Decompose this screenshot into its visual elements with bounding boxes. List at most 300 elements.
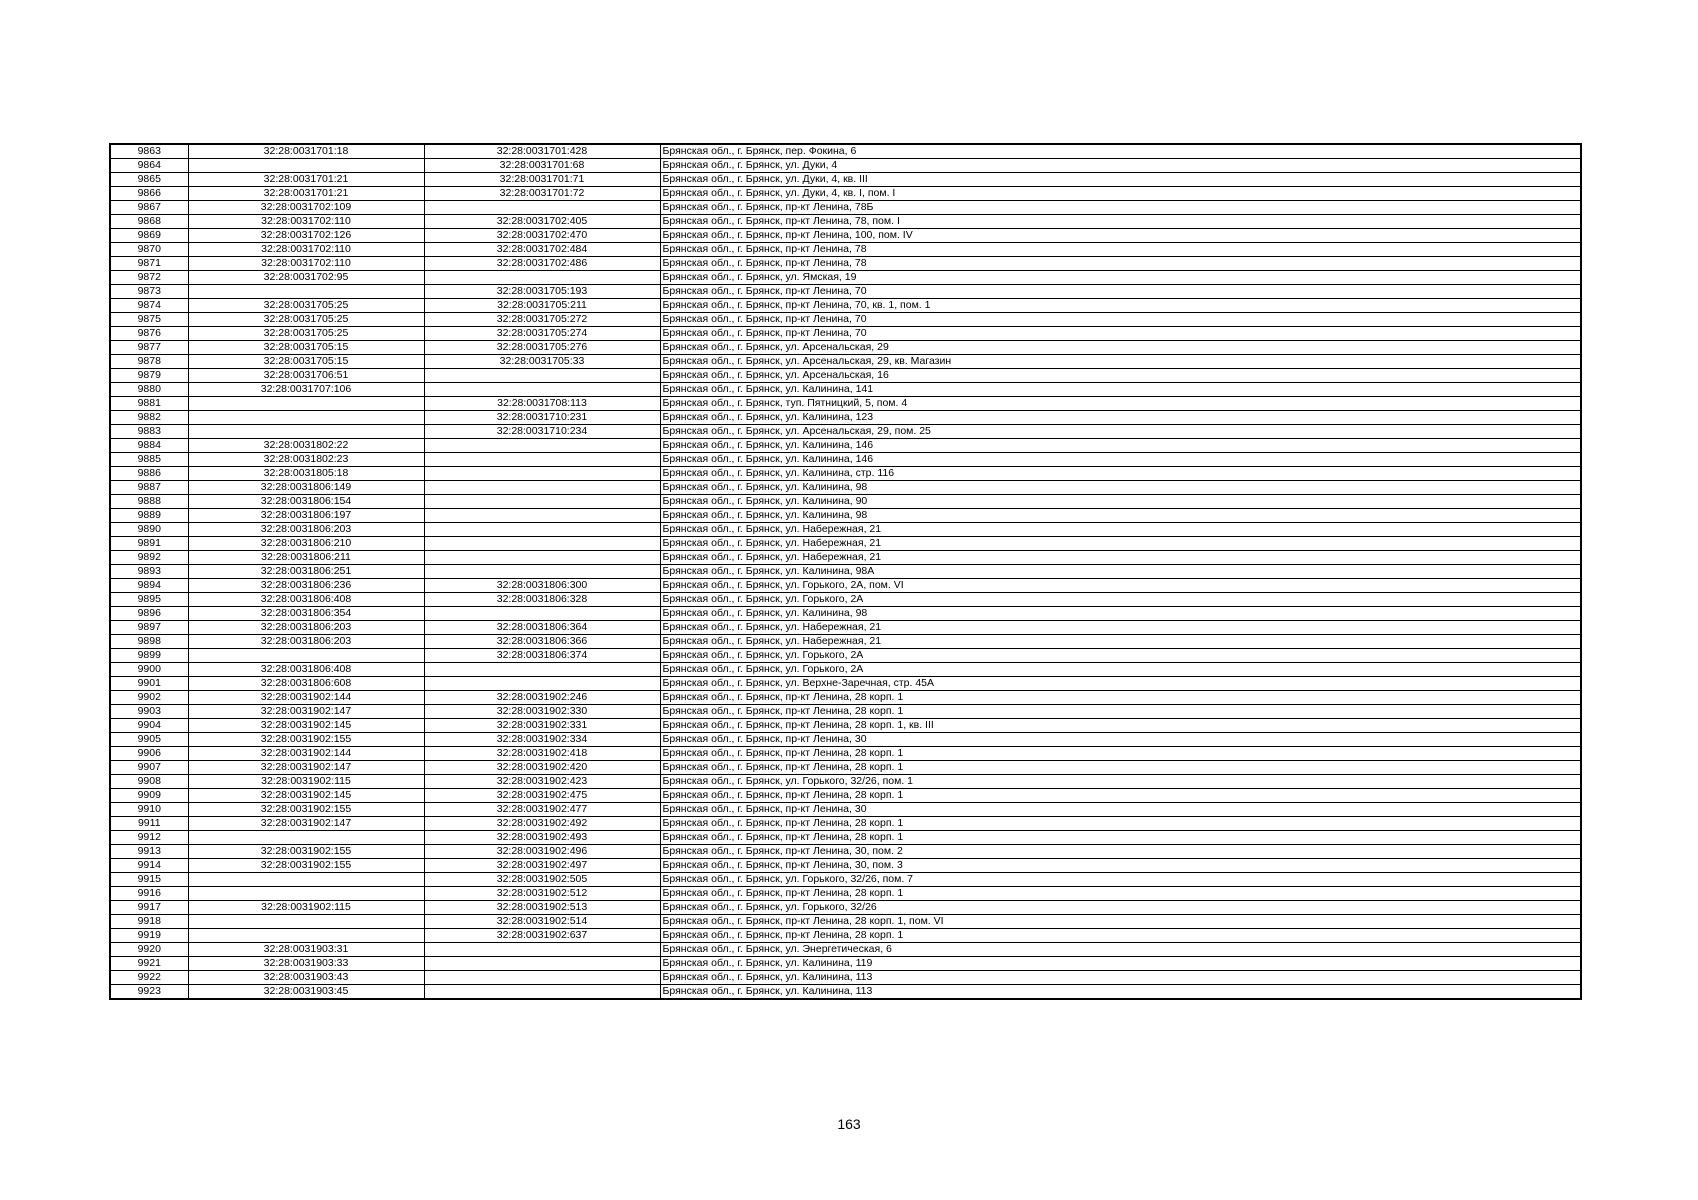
building-number-cell: 32:28:0031902:331 [424, 719, 660, 733]
building-number-cell: 32:28:0031902:330 [424, 705, 660, 719]
address-cell: Брянская обл., г. Брянск, пр-кт Ленина, 28 корп. 1 [660, 887, 1581, 901]
parcel-number-cell [188, 831, 424, 845]
parcel-number-cell: 32:28:0031902:155 [188, 803, 424, 817]
table-row [110, 845, 1581, 859]
address-cell: Брянская обл., г. Брянск, пр-кт Ленина, 28 корп. 1 [660, 831, 1581, 845]
building-number-cell: 32:28:0031806:364 [424, 621, 660, 635]
page-number: 163 [837, 1116, 861, 1132]
address-cell: Брянская обл., г. Брянск, ул. Калинина, 119 [660, 957, 1581, 971]
building-number-cell: 32:28:0031902:496 [424, 845, 660, 859]
table-row [110, 229, 1581, 243]
table-row [110, 607, 1581, 621]
table-row [110, 593, 1581, 607]
building-number-cell: 32:28:0031902:423 [424, 775, 660, 789]
parcel-number-cell: 32:28:0031702:126 [188, 229, 424, 243]
table-row [110, 677, 1581, 691]
row-number-cell: 9916 [110, 887, 188, 901]
table-row [110, 439, 1581, 453]
parcel-number-cell: 32:28:0031902:115 [188, 901, 424, 915]
building-number-cell: 32:28:0031702:484 [424, 243, 660, 257]
address-cell: Брянская обл., г. Брянск, пр-кт Ленина, 70, кв. 1, пом. 1 [660, 299, 1581, 313]
address-cell: Брянская обл., г. Брянск, пр-кт Ленина, 70 [660, 313, 1581, 327]
building-number-cell: 32:28:0031902:512 [424, 887, 660, 901]
parcel-number-cell: 32:28:0031902:147 [188, 705, 424, 719]
parcel-number-cell: 32:28:0031701:18 [188, 144, 424, 159]
table-row [110, 873, 1581, 887]
building-number-cell [424, 453, 660, 467]
row-number-cell: 9880 [110, 383, 188, 397]
building-number-cell [424, 663, 660, 677]
address-cell: Брянская обл., г. Брянск, ул. Калинина, 90 [660, 495, 1581, 509]
table-row [110, 803, 1581, 817]
parcel-number-cell [188, 425, 424, 439]
address-cell: Брянская обл., г. Брянск, ул. Набережная, 21 [660, 635, 1581, 649]
row-number-cell: 9902 [110, 691, 188, 705]
row-number-cell: 9910 [110, 803, 188, 817]
table-row [110, 144, 1581, 159]
row-number-cell: 9898 [110, 635, 188, 649]
building-number-cell [424, 957, 660, 971]
parcel-number-cell [188, 887, 424, 901]
parcel-number-cell: 32:28:0031806:251 [188, 565, 424, 579]
parcel-number-cell: 32:28:0031902:155 [188, 859, 424, 873]
parcel-number-cell: 32:28:0031902:155 [188, 733, 424, 747]
address-cell: Брянская обл., г. Брянск, ул. Горького, 32/26, пом. 1 [660, 775, 1581, 789]
table-row [110, 789, 1581, 803]
parcel-number-cell [188, 929, 424, 943]
table-row [110, 327, 1581, 341]
row-number-cell: 9899 [110, 649, 188, 663]
table-row [110, 621, 1581, 635]
row-number-cell: 9897 [110, 621, 188, 635]
table-row [110, 551, 1581, 565]
address-cell: Брянская обл., г. Брянск, ул. Калинина, 98 [660, 481, 1581, 495]
row-number-cell: 9911 [110, 817, 188, 831]
building-number-cell [424, 565, 660, 579]
address-cell: Брянская обл., г. Брянск, пр-кт Ленина, 78, пом. I [660, 215, 1581, 229]
address-cell: Брянская обл., г. Брянск, ул. Набережная, 21 [660, 523, 1581, 537]
building-number-cell: 32:28:0031708:113 [424, 397, 660, 411]
parcel-number-cell: 32:28:0031806:608 [188, 677, 424, 691]
parcel-number-cell: 32:28:0031702:95 [188, 271, 424, 285]
table-row [110, 509, 1581, 523]
parcel-number-cell: 32:28:0031705:25 [188, 299, 424, 313]
parcel-number-cell [188, 649, 424, 663]
building-number-cell [424, 607, 660, 621]
address-cell: Брянская обл., г. Брянск, ул. Энергетическая, 6 [660, 943, 1581, 957]
building-number-cell: 32:28:0031902:513 [424, 901, 660, 915]
table-row [110, 453, 1581, 467]
parcel-number-cell: 32:28:0031705:15 [188, 355, 424, 369]
building-number-cell: 32:28:0031702:405 [424, 215, 660, 229]
table-row [110, 215, 1581, 229]
row-number-cell: 9870 [110, 243, 188, 257]
address-cell: Брянская обл., г. Брянск, ул. Калинина, 98А [660, 565, 1581, 579]
row-number-cell: 9882 [110, 411, 188, 425]
row-number-cell: 9905 [110, 733, 188, 747]
parcel-number-cell: 32:28:0031902:145 [188, 719, 424, 733]
address-cell: Брянская обл., г. Брянск, пр-кт Ленина, 30 [660, 733, 1581, 747]
building-number-cell [424, 467, 660, 481]
parcel-number-cell: 32:28:0031903:31 [188, 943, 424, 957]
row-number-cell: 9903 [110, 705, 188, 719]
row-number-cell: 9919 [110, 929, 188, 943]
table-row [110, 957, 1581, 971]
row-number-cell: 9874 [110, 299, 188, 313]
address-cell: Брянская обл., г. Брянск, ул. Горького, 2А [660, 649, 1581, 663]
parcel-number-cell [188, 159, 424, 173]
address-cell: Брянская обл., г. Брянск, ул. Калинина, 146 [660, 453, 1581, 467]
building-number-cell: 32:28:0031705:274 [424, 327, 660, 341]
row-number-cell: 9906 [110, 747, 188, 761]
table-row [110, 383, 1581, 397]
building-number-cell: 32:28:0031902:477 [424, 803, 660, 817]
row-number-cell: 9877 [110, 341, 188, 355]
table-row [110, 201, 1581, 215]
building-number-cell: 32:28:0031701:72 [424, 187, 660, 201]
row-number-cell: 9871 [110, 257, 188, 271]
parcel-number-cell: 32:28:0031706:51 [188, 369, 424, 383]
address-cell: Брянская обл., г. Брянск, пр-кт Ленина, 28 корп. 1 [660, 705, 1581, 719]
building-number-cell: 32:28:0031902:418 [424, 747, 660, 761]
row-number-cell: 9888 [110, 495, 188, 509]
table-row [110, 355, 1581, 369]
parcel-number-cell: 32:28:0031902:144 [188, 747, 424, 761]
building-number-cell [424, 943, 660, 957]
parcel-number-cell [188, 873, 424, 887]
address-cell: Брянская обл., г. Брянск, пр-кт Ленина, 30, пом. 2 [660, 845, 1581, 859]
row-number-cell: 9894 [110, 579, 188, 593]
parcel-number-cell: 32:28:0031903:33 [188, 957, 424, 971]
row-number-cell: 9865 [110, 173, 188, 187]
address-cell: Брянская обл., г. Брянск, пр-кт Ленина, 78Б [660, 201, 1581, 215]
row-number-cell: 9920 [110, 943, 188, 957]
table-row [110, 775, 1581, 789]
building-number-cell: 32:28:0031705:211 [424, 299, 660, 313]
table-row [110, 495, 1581, 509]
building-number-cell: 32:28:0031701:428 [424, 144, 660, 159]
row-number-cell: 9872 [110, 271, 188, 285]
address-cell: Брянская обл., г. Брянск, ул. Набережная, 21 [660, 537, 1581, 551]
building-number-cell [424, 677, 660, 691]
parcel-number-cell: 32:28:0031902:115 [188, 775, 424, 789]
address-cell: Брянская обл., г. Брянск, пр-кт Ленина, 28 корп. 1 [660, 761, 1581, 775]
address-cell: Брянская обл., г. Брянск, ул. Арсенальская, 29, пом. 25 [660, 425, 1581, 439]
table-row [110, 579, 1581, 593]
row-number-cell: 9867 [110, 201, 188, 215]
building-number-cell: 32:28:0031705:33 [424, 355, 660, 369]
row-number-cell: 9891 [110, 537, 188, 551]
table-row [110, 719, 1581, 733]
table-row [110, 243, 1581, 257]
row-number-cell: 9866 [110, 187, 188, 201]
address-cell: Брянская обл., г. Брянск, ул. Калинина, 141 [660, 383, 1581, 397]
registry-table [109, 143, 1582, 1000]
row-number-cell: 9914 [110, 859, 188, 873]
row-number-cell: 9909 [110, 789, 188, 803]
building-number-cell: 32:28:0031806:300 [424, 579, 660, 593]
row-number-cell: 9918 [110, 915, 188, 929]
address-cell: Брянская обл., г. Брянск, пр-кт Ленина, 28 корп. 1 [660, 789, 1581, 803]
parcel-number-cell: 32:28:0031806:408 [188, 663, 424, 677]
building-number-cell: 32:28:0031710:234 [424, 425, 660, 439]
table-row [110, 649, 1581, 663]
address-cell: Брянская обл., г. Брянск, ул. Калинина, 113 [660, 985, 1581, 1000]
building-number-cell [424, 509, 660, 523]
table-row [110, 901, 1581, 915]
row-number-cell: 9917 [110, 901, 188, 915]
parcel-number-cell: 32:28:0031702:109 [188, 201, 424, 215]
address-cell: Брянская обл., г. Брянск, ул. Ямская, 19 [660, 271, 1581, 285]
row-number-cell: 9923 [110, 985, 188, 1000]
row-number-cell: 9884 [110, 439, 188, 453]
address-cell: Брянская обл., г. Брянск, ул. Горького, 32/26 [660, 901, 1581, 915]
address-cell: Брянская обл., г. Брянск, ул. Верхне-Заречная, стр. 45А [660, 677, 1581, 691]
table-row [110, 985, 1581, 1000]
address-cell: Брянская обл., г. Брянск, ул. Горького, 2А [660, 593, 1581, 607]
table-row [110, 537, 1581, 551]
parcel-number-cell: 32:28:0031902:144 [188, 691, 424, 705]
building-number-cell: 32:28:0031701:71 [424, 173, 660, 187]
table-row [110, 929, 1581, 943]
table-row [110, 467, 1581, 481]
building-number-cell: 32:28:0031806:366 [424, 635, 660, 649]
table-row [110, 341, 1581, 355]
building-number-cell [424, 985, 660, 1000]
parcel-number-cell: 32:28:0031903:45 [188, 985, 424, 1000]
address-cell: Брянская обл., г. Брянск, пр-кт Ленина, 30, пом. 3 [660, 859, 1581, 873]
row-number-cell: 9881 [110, 397, 188, 411]
parcel-number-cell [188, 411, 424, 425]
building-number-cell [424, 369, 660, 383]
building-number-cell [424, 201, 660, 215]
table-row [110, 397, 1581, 411]
address-cell: Брянская обл., г. Брянск, пр-кт Ленина, 78 [660, 257, 1581, 271]
building-number-cell: 32:28:0031702:470 [424, 229, 660, 243]
parcel-number-cell: 32:28:0031702:110 [188, 257, 424, 271]
row-number-cell: 9913 [110, 845, 188, 859]
address-cell: Брянская обл., г. Брянск, ул. Арсенальская, 16 [660, 369, 1581, 383]
table-row [110, 565, 1581, 579]
parcel-number-cell: 32:28:0031806:236 [188, 579, 424, 593]
table-row [110, 411, 1581, 425]
address-cell: Брянская обл., г. Брянск, пр-кт Ленина, 70 [660, 327, 1581, 341]
row-number-cell: 9886 [110, 467, 188, 481]
address-cell: Брянская обл., г. Брянск, ул. Калинина, 98 [660, 509, 1581, 523]
table-row [110, 299, 1581, 313]
building-number-cell: 32:28:0031902:637 [424, 929, 660, 943]
building-number-cell [424, 271, 660, 285]
address-cell: Брянская обл., г. Брянск, пр-кт Ленина, 28 корп. 1, кв. III [660, 719, 1581, 733]
address-cell: Брянская обл., г. Брянск, ул. Калинина, 123 [660, 411, 1581, 425]
parcel-number-cell: 32:28:0031705:25 [188, 313, 424, 327]
building-number-cell: 32:28:0031902:334 [424, 733, 660, 747]
row-number-cell: 9878 [110, 355, 188, 369]
row-number-cell: 9875 [110, 313, 188, 327]
row-number-cell: 9896 [110, 607, 188, 621]
row-number-cell: 9915 [110, 873, 188, 887]
parcel-number-cell [188, 397, 424, 411]
building-number-cell [424, 537, 660, 551]
table-row [110, 761, 1581, 775]
address-cell: Брянская обл., г. Брянск, пр-кт Ленина, 70 [660, 285, 1581, 299]
table-row [110, 425, 1581, 439]
address-cell: Брянская обл., г. Брянск, ул. Дуки, 4 [660, 159, 1581, 173]
parcel-number-cell: 32:28:0031701:21 [188, 187, 424, 201]
building-number-cell: 32:28:0031701:68 [424, 159, 660, 173]
building-number-cell: 32:28:0031705:193 [424, 285, 660, 299]
building-number-cell [424, 481, 660, 495]
parcel-number-cell: 32:28:0031806:408 [188, 593, 424, 607]
parcel-number-cell: 32:28:0031806:203 [188, 635, 424, 649]
building-number-cell [424, 523, 660, 537]
row-number-cell: 9890 [110, 523, 188, 537]
row-number-cell: 9893 [110, 565, 188, 579]
parcel-number-cell: 32:28:0031902:147 [188, 817, 424, 831]
address-cell: Брянская обл., г. Брянск, ул. Горького, 2А [660, 663, 1581, 677]
table-row [110, 271, 1581, 285]
parcel-number-cell: 32:28:0031802:23 [188, 453, 424, 467]
table-row [110, 971, 1581, 985]
building-number-cell: 32:28:0031902:505 [424, 873, 660, 887]
building-number-cell: 32:28:0031702:486 [424, 257, 660, 271]
table-row [110, 831, 1581, 845]
parcel-number-cell: 32:28:0031705:15 [188, 341, 424, 355]
building-number-cell [424, 495, 660, 509]
address-cell: Брянская обл., г. Брянск, ул. Арсенальская, 29 [660, 341, 1581, 355]
table-row [110, 187, 1581, 201]
table-row [110, 663, 1581, 677]
address-cell: Брянская обл., г. Брянск, пр-кт Ленина, 28 корп. 1 [660, 929, 1581, 943]
row-number-cell: 9892 [110, 551, 188, 565]
parcel-number-cell: 32:28:0031806:149 [188, 481, 424, 495]
address-cell: Брянская обл., г. Брянск, ул. Набережная, 21 [660, 621, 1581, 635]
address-cell: Брянская обл., г. Брянск, пр-кт Ленина, 28 корп. 1 [660, 817, 1581, 831]
parcel-number-cell: 32:28:0031802:22 [188, 439, 424, 453]
row-number-cell: 9863 [110, 144, 188, 159]
address-cell: Брянская обл., г. Брянск, ул. Дуки, 4, кв. I, пом. I [660, 187, 1581, 201]
building-number-cell: 32:28:0031806:328 [424, 593, 660, 607]
building-number-cell: 32:28:0031705:276 [424, 341, 660, 355]
building-number-cell: 32:28:0031710:231 [424, 411, 660, 425]
parcel-number-cell: 32:28:0031806:203 [188, 523, 424, 537]
row-number-cell: 9883 [110, 425, 188, 439]
table-row [110, 313, 1581, 327]
parcel-number-cell: 32:28:0031707:106 [188, 383, 424, 397]
address-cell: Брянская обл., г. Брянск, пр-кт Ленина, 28 корп. 1 [660, 691, 1581, 705]
table-row [110, 173, 1581, 187]
building-number-cell: 32:28:0031705:272 [424, 313, 660, 327]
table-row [110, 369, 1581, 383]
parcel-number-cell [188, 285, 424, 299]
address-cell: Брянская обл., г. Брянск, пр-кт Ленина, 78 [660, 243, 1581, 257]
row-number-cell: 9907 [110, 761, 188, 775]
building-number-cell [424, 551, 660, 565]
table-row [110, 285, 1581, 299]
address-cell: Брянская обл., г. Брянск, ул. Калинина, 146 [660, 439, 1581, 453]
row-number-cell: 9889 [110, 509, 188, 523]
parcel-number-cell: 32:28:0031702:110 [188, 215, 424, 229]
address-cell: Брянская обл., г. Брянск, пер. Фокина, 6 [660, 144, 1581, 159]
row-number-cell: 9908 [110, 775, 188, 789]
row-number-cell: 9900 [110, 663, 188, 677]
parcel-number-cell: 32:28:0031902:155 [188, 845, 424, 859]
table-row [110, 159, 1581, 173]
parcel-number-cell: 32:28:0031902:145 [188, 789, 424, 803]
building-number-cell: 32:28:0031902:514 [424, 915, 660, 929]
parcel-number-cell: 32:28:0031806:203 [188, 621, 424, 635]
address-cell: Брянская обл., г. Брянск, ул. Горького, 32/26, пом. 7 [660, 873, 1581, 887]
row-number-cell: 9887 [110, 481, 188, 495]
address-cell: Брянская обл., г. Брянск, пр-кт Ленина, 28 корп. 1, пом. VI [660, 915, 1581, 929]
row-number-cell: 9895 [110, 593, 188, 607]
table-row [110, 733, 1581, 747]
parcel-number-cell: 32:28:0031806:211 [188, 551, 424, 565]
building-number-cell: 32:28:0031902:493 [424, 831, 660, 845]
row-number-cell: 9901 [110, 677, 188, 691]
building-number-cell [424, 971, 660, 985]
table-row [110, 859, 1581, 873]
building-number-cell [424, 439, 660, 453]
parcel-number-cell: 32:28:0031805:18 [188, 467, 424, 481]
building-number-cell: 32:28:0031902:246 [424, 691, 660, 705]
parcel-number-cell: 32:28:0031806:354 [188, 607, 424, 621]
row-number-cell: 9912 [110, 831, 188, 845]
address-cell: Брянская обл., г. Брянск, ул. Горького, 2А, пом. VI [660, 579, 1581, 593]
building-number-cell: 32:28:0031902:492 [424, 817, 660, 831]
table-row [110, 747, 1581, 761]
parcel-number-cell: 32:28:0031701:21 [188, 173, 424, 187]
address-cell: Брянская обл., г. Брянск, туп. Пятницкий, 5, пом. 4 [660, 397, 1581, 411]
address-cell: Брянская обл., г. Брянск, пр-кт Ленина, 30 [660, 803, 1581, 817]
row-number-cell: 9876 [110, 327, 188, 341]
row-number-cell: 9922 [110, 971, 188, 985]
parcel-number-cell: 32:28:0031903:43 [188, 971, 424, 985]
address-cell: Брянская обл., г. Брянск, ул. Дуки, 4, кв. III [660, 173, 1581, 187]
building-number-cell: 32:28:0031902:420 [424, 761, 660, 775]
table-row [110, 523, 1581, 537]
registry-table-body [110, 144, 1581, 999]
address-cell: Брянская обл., г. Брянск, ул. Арсенальская, 29, кв. Магазин [660, 355, 1581, 369]
address-cell: Брянская обл., г. Брянск, ул. Набережная, 21 [660, 551, 1581, 565]
address-cell: Брянская обл., г. Брянск, пр-кт Ленина, 100, пом. IV [660, 229, 1581, 243]
address-cell: Брянская обл., г. Брянск, ул. Калинина, 113 [660, 971, 1581, 985]
row-number-cell: 9864 [110, 159, 188, 173]
parcel-number-cell: 32:28:0031705:25 [188, 327, 424, 341]
table-row [110, 257, 1581, 271]
table-row [110, 943, 1581, 957]
table-row [110, 481, 1581, 495]
table-row [110, 691, 1581, 705]
building-number-cell [424, 383, 660, 397]
table-row [110, 817, 1581, 831]
row-number-cell: 9868 [110, 215, 188, 229]
parcel-number-cell [188, 915, 424, 929]
address-cell: Брянская обл., г. Брянск, ул. Калинина, 98 [660, 607, 1581, 621]
parcel-number-cell: 32:28:0031806:210 [188, 537, 424, 551]
building-number-cell: 32:28:0031902:497 [424, 859, 660, 873]
parcel-number-cell: 32:28:0031702:110 [188, 243, 424, 257]
address-cell: Брянская обл., г. Брянск, ул. Калинина, стр. 116 [660, 467, 1581, 481]
parcel-number-cell: 32:28:0031806:197 [188, 509, 424, 523]
address-cell: Брянская обл., г. Брянск, пр-кт Ленина, 28 корп. 1 [660, 747, 1581, 761]
row-number-cell: 9869 [110, 229, 188, 243]
table-row [110, 915, 1581, 929]
row-number-cell: 9921 [110, 957, 188, 971]
parcel-number-cell: 32:28:0031902:147 [188, 761, 424, 775]
row-number-cell: 9885 [110, 453, 188, 467]
building-number-cell: 32:28:0031806:374 [424, 649, 660, 663]
